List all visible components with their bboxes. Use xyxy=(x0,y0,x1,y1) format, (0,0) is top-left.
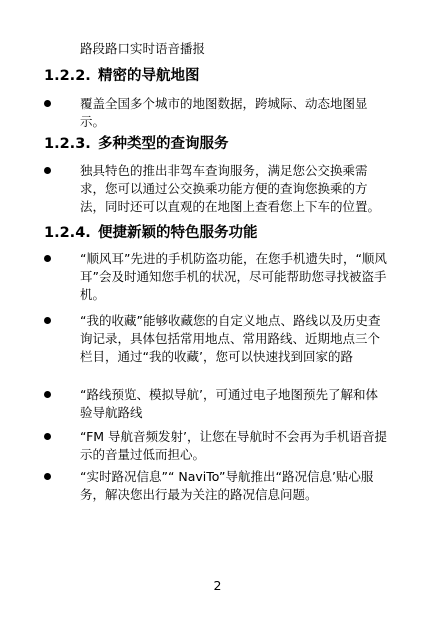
section-heading xyxy=(44,134,229,154)
section-title: 便捷新颖的特色服务功能 xyxy=(98,225,258,241)
bullet-dot-icon xyxy=(44,391,51,398)
section-heading xyxy=(44,223,258,243)
section-title: 精密的导航地图 xyxy=(98,68,200,84)
section-number: 1.2.4. xyxy=(44,225,91,241)
list-item-text: 覆盖全国多个城市的地图数据，跨城际、动态地图显示。 xyxy=(80,96,368,129)
section-number: 1.2.3. xyxy=(44,136,91,152)
section-title: 多种类型的查询服务 xyxy=(98,136,229,152)
list-item-text: “顺风耳”先进的手机防盗功能，在您手机遗失时，“顺风耳”会及时通知您手机的状况，尽可能帮助您寻找被盗手机。 xyxy=(80,251,387,302)
list-item xyxy=(44,386,390,422)
section-heading xyxy=(44,66,200,86)
bullet-dot-icon xyxy=(44,433,51,440)
list-item xyxy=(44,250,390,304)
bullet-dot-icon xyxy=(44,167,51,174)
list-item xyxy=(44,162,390,216)
page-number: 2 xyxy=(213,578,222,593)
list-item-text: 独具特色的推出非驾车查询服务，满足您公交换乘需求，您可以通过公交换乘功能方便的查询您换乘的方法，同时还可以直观的在地图上查看您上下车的位置。 xyxy=(80,163,381,214)
bullet-dot-icon xyxy=(44,473,51,480)
bullet-dot-icon xyxy=(44,317,51,324)
list-item xyxy=(44,468,390,504)
bullet-dot-icon xyxy=(44,255,51,262)
list-item-text: “实时路况信息”“ NaviTo”导航推出“路况信息’贴心服务，解决您出行最为关注的路况信息问题。 xyxy=(80,469,374,502)
list-item-text: “FM 导航音频发射’，让您在导航时不会再为手机语音提示的音量过低而担心。 xyxy=(80,429,388,462)
list-item xyxy=(44,312,390,366)
list-item xyxy=(44,428,390,464)
list-item-text: “路线预览、模拟导航’，可通过电子地图预先了解和体验导航路线 xyxy=(80,387,378,420)
continuation-line: 路段路口实时语音播报 xyxy=(80,41,206,56)
list-item xyxy=(44,95,390,131)
bullet-dot-icon xyxy=(44,100,51,107)
list-item-text: “我的收藏”能够收藏您的自定义地点、路线以及历史查询记录，具体包括常用地点、常用路线、近期地点三个栏目，通过“我的收藏’，您可以快速找到回家的路 xyxy=(80,313,381,364)
section-number: 1.2.2. xyxy=(44,68,91,84)
